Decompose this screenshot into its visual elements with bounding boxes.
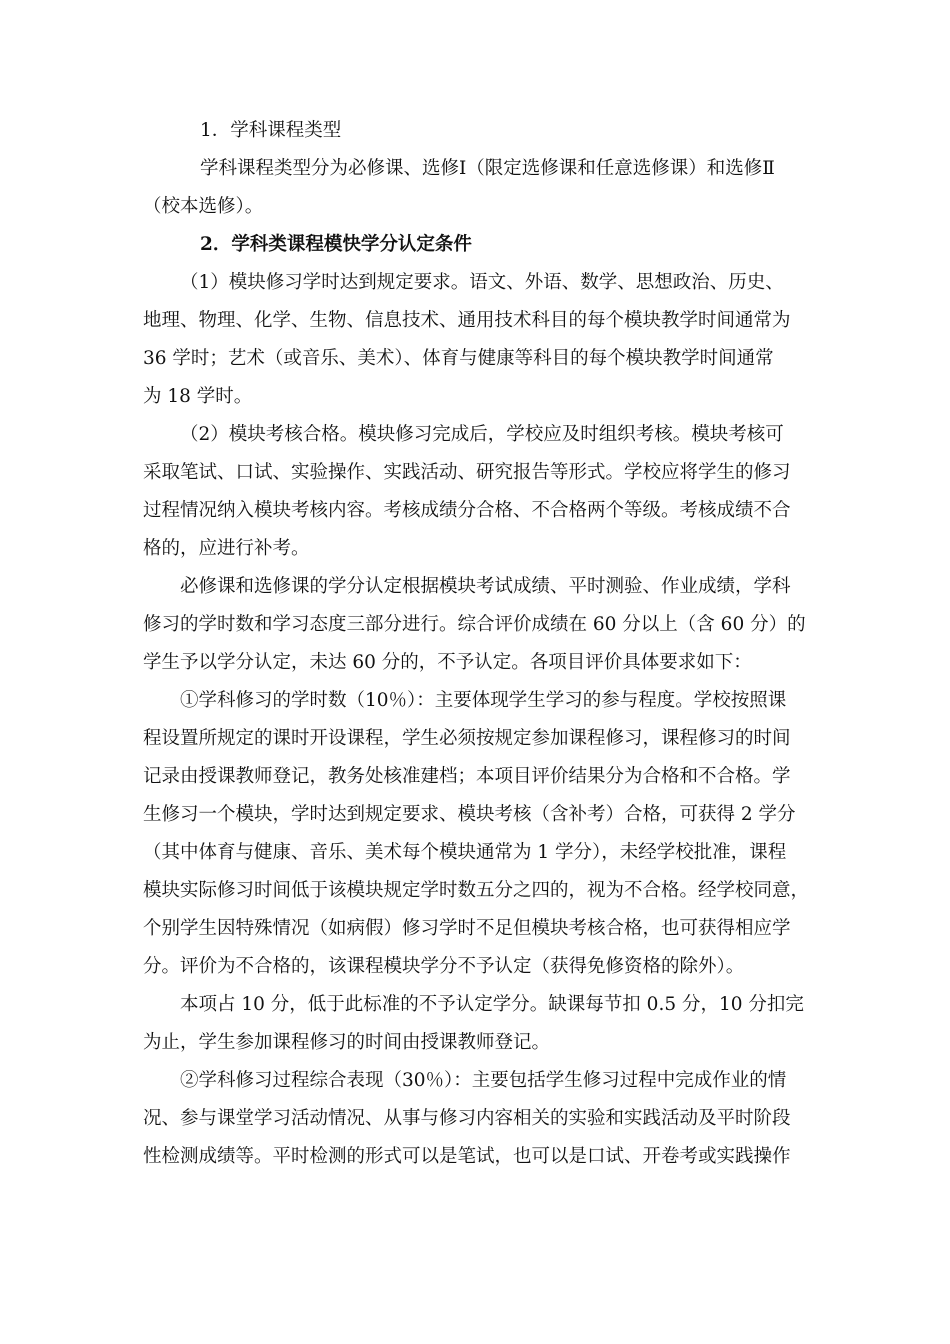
paragraph-line: 本项占 10 分，低于此标准的不予认定学分。缺课每节扣 0.5 分，10 分扣完 [180,994,804,1015]
paragraph-line: 模块实际修习时间低于该模块规定学时数五分之四的，视为不合格。经学校同意， [143,880,810,901]
paragraph-line: 性检测成绩等。平时检测的形式可以是笔试，也可以是口试、开卷考或实践操作 [143,1146,791,1167]
paragraph-line: 况、参与课堂学习活动情况、从事与修习内容相关的实验和实践活动及平时阶段 [143,1108,791,1129]
heading-course-types: 1．学科课程类型 [200,120,342,141]
paragraph-line: 为止，学生参加课程修习的时间由授课教师登记。 [143,1032,551,1053]
paragraph-line: 格的，应进行补考。 [143,538,310,559]
paragraph-line: ②学科修习过程综合表现（30％）：主要包括学生修习过程中完成作业的情 [180,1070,787,1091]
paragraph-line: （1）模块修习学时达到规定要求。语文、外语、数学、思想政治、历史、 [180,272,784,293]
paragraph-line: 程设置所规定的课时开设课程，学生必须按规定参加课程修习，课程修习的时间 [143,728,791,749]
paragraph-line: 学生予以学分认定，未达 60 分的，不予认定。各项目评价具体要求如下： [143,652,752,673]
heading-credit-conditions: 2．学科类课程模快学分认定条件 [200,234,472,255]
paragraph-line: （2）模块考核合格。模块修习完成后，学校应及时组织考核。模块考核可 [180,424,784,445]
paragraph-line: 修习的学时数和学习态度三部分进行。综合评价成绩在 60 分以上（含 60 分）的 [143,614,806,635]
paragraph-line: 地理、物理、化学、生物、信息技术、通用技术科目的每个模块教学时间通常为 [143,310,791,331]
paragraph-line: 必修课和选修课的学分认定根据模块考试成绩、平时测验、作业成绩，学科 [180,576,791,597]
paragraph-line: （校本选修）。 [143,196,264,217]
paragraph-line: （其中体育与健康、音乐、美术每个模块通常为 1 学分），未经学校批准，课程 [143,842,787,863]
paragraph-line: 生修习一个模块，学时达到规定要求、模块考核（含补考）合格，可获得 2 学分 [143,804,796,825]
paragraph-line: 过程情况纳入模块考核内容。考核成绩分合格、不合格两个等级。考核成绩不合 [143,500,791,521]
paragraph-line: 36 学时；艺术（或音乐、美术）、体育与健康等科目的每个模块教学时间通常 [143,348,774,369]
paragraph-line: 为 18 学时。 [143,386,253,407]
paragraph-line: 个别学生因特殊情况（如病假）修习学时不足但模块考核合格，也可获得相应学 [143,918,791,939]
paragraph-line: 记录由授课教师登记，教务处核准建档；本项目评价结果分为合格和不合格。学 [143,766,791,787]
paragraph-line: ①学科修习的学时数（10％）：主要体现学生学习的参与程度。学校按照课 [180,690,787,711]
paragraph-line: 采取笔试、口试、实验操作、实践活动、研究报告等形式。学校应将学生的修习 [143,462,791,483]
paragraph-line: 学科课程类型分为必修课、选修Ⅰ（限定选修课和任意选修课）和选修Ⅱ [200,158,775,179]
paragraph-line: 分。评价为不合格的，该课程模块学分不予认定（获得免修资格的除外）。 [143,956,745,977]
